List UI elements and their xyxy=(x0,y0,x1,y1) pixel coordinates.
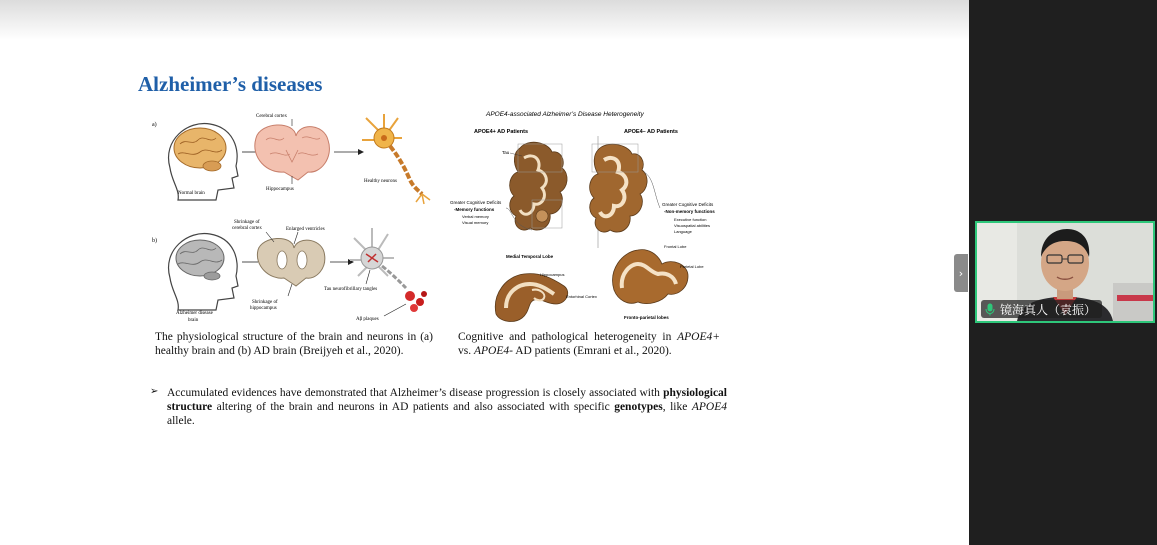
collapse-panel-button[interactable] xyxy=(954,254,968,292)
bullet-text xyxy=(167,386,727,428)
apoe4-neg-header: APOE4– AD Patients xyxy=(624,129,678,135)
shrinkage-hippo-label-1: Shrinkage of xyxy=(252,300,278,305)
bullet-bold-2: genotypes xyxy=(614,401,663,413)
frontal-lobe-label: Frontal Lobe xyxy=(664,244,687,249)
left-figure-caption: The physiological structure of the brain and neurons in (a) healthy brain and (b) AD brain (Breijyeh et al., 2020). xyxy=(155,331,433,357)
greater-deficits-left: Greater Cognitive Deficits xyxy=(450,200,502,205)
apoe4-heterogeneity-figure xyxy=(448,108,738,330)
executive-label: Executive function xyxy=(674,217,707,222)
bullet-bold-1: physiological structure xyxy=(167,387,727,413)
apoe4-neg-brain-slice xyxy=(590,144,647,232)
apoe4-pos-brain-slice xyxy=(510,142,567,230)
medial-temporal-label: Medial Temporal Lobe xyxy=(506,254,554,259)
verbal-memory-label: Verbal memory xyxy=(462,214,489,219)
language-label: Language xyxy=(674,229,692,234)
bullet-part-3: , like xyxy=(662,401,692,413)
healthy-neurons-label: Healthy neurons xyxy=(364,179,397,184)
participant-video-tile[interactable] xyxy=(975,221,1155,323)
right-figure-caption xyxy=(458,330,720,358)
bullet-part-4: allele. xyxy=(167,415,195,427)
participant-name: 镜海真人（袁振） xyxy=(1000,302,1097,317)
parietal-lobe-label: Parietal Lobe xyxy=(680,264,704,269)
memory-functions-label: -Memory functions xyxy=(454,207,495,212)
caption-apoe4-pos: APOE4+ xyxy=(677,331,720,343)
entorhinal-label: Entorhinal Cortex xyxy=(566,294,597,299)
healthy-neuron-icon xyxy=(362,114,430,204)
brain-neuron-figure xyxy=(148,110,438,330)
greater-deficits-right: Greater Cognitive Deficits xyxy=(662,202,714,207)
normal-brain-label: Normal brain xyxy=(178,191,205,196)
participant-name-label xyxy=(981,300,1102,318)
bullet-part-1: Accumulated evidences have demonstrated that Alzheimer’s disease progression is closely associated with xyxy=(167,387,664,399)
hippocampus-label: Hippocampus xyxy=(266,187,294,192)
caption-right-mid: vs. xyxy=(458,345,474,357)
slide-title: Alzheimer’s diseases xyxy=(138,72,323,96)
bullet-italic-1: APOE4 xyxy=(691,401,727,413)
chevron-right-icon: › xyxy=(958,266,964,280)
shrinkage-cortex-label-1: Shrinkage of xyxy=(234,220,260,225)
enlarged-ventricles-label: Enlarged ventricles xyxy=(286,227,325,232)
fronto-parietal-label: Fronto-parietal lobes xyxy=(624,315,669,320)
shrinkage-hippo-label-2: hippocampus xyxy=(250,306,277,311)
ad-brain-label-2: brain xyxy=(188,318,199,323)
panel-a-label: a) xyxy=(152,122,157,128)
ad-brain-icon xyxy=(169,233,238,310)
arrow-bullet-icon: ➢ xyxy=(150,386,159,397)
ad-neuron-icon xyxy=(350,228,427,312)
fronto-parietal-slice xyxy=(613,250,688,304)
cerebral-cortex-label: Cerebral cortex xyxy=(256,114,287,119)
hippocampus-fig-label: Hippocampus xyxy=(540,272,565,277)
tau-label: Tau xyxy=(502,150,510,155)
ad-brain-label-1: Alzheimer disease xyxy=(176,311,213,316)
caption-right-part1: Cognitive and pathological heterogeneity in xyxy=(458,331,678,343)
healthy-coronal-brain-icon xyxy=(255,125,330,180)
apoe4-figure-title: APOE4-associated Alzheimer’s Disease Heterogeneity xyxy=(486,111,644,118)
microphone-icon xyxy=(985,303,995,316)
ab-plaques-label: Aβ plaques xyxy=(356,317,379,322)
visual-memory-label: Visual memory xyxy=(462,220,489,225)
normal-brain-icon xyxy=(169,123,238,200)
visuospatial-label: Visuospatial abilities xyxy=(674,223,710,228)
ad-coronal-brain-icon xyxy=(257,238,324,286)
shrinkage-cortex-label-2: cerebral cortex xyxy=(232,226,262,231)
panel-b-label: b) xyxy=(152,238,157,244)
tau-tangles-label: Tau neurofibrillary tangles xyxy=(324,287,378,292)
caption-apoe4-neg: APOE4- xyxy=(473,345,513,357)
medial-temporal-slice xyxy=(495,274,567,322)
apoe4-pos-header: APOE4+ AD Patients xyxy=(474,129,529,135)
non-memory-label: -Non-memory functions xyxy=(664,209,715,214)
bullet-part-2: altering of the brain and neurons in AD patients and also associated with specific xyxy=(212,401,615,413)
caption-right-part2: AD patients (Emrani et al., 2020). xyxy=(512,345,672,357)
